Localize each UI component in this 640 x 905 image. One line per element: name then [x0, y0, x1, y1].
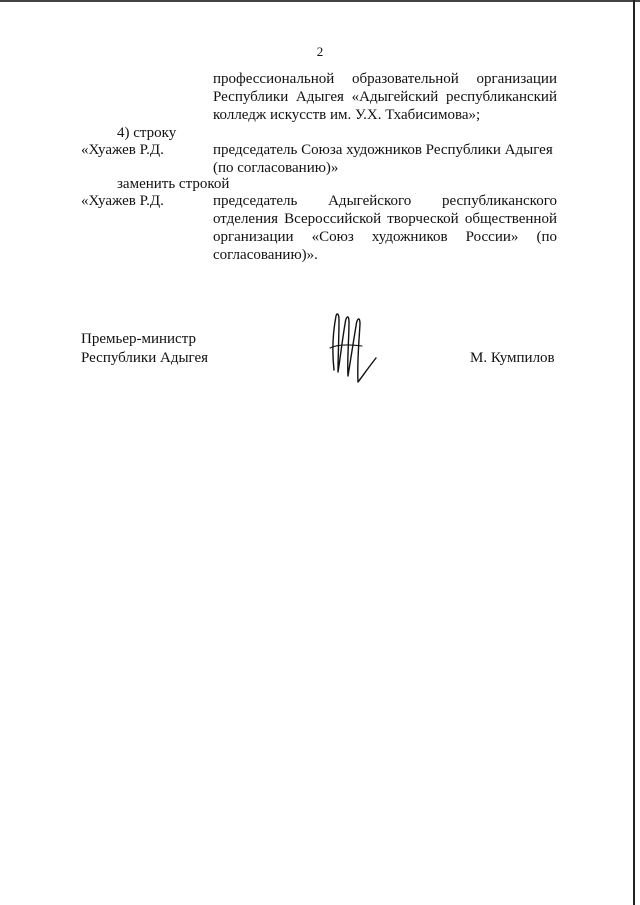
signer-name: М. Кумпилов	[470, 350, 555, 366]
signer-title-line: Премьер-министр	[81, 331, 196, 347]
replace-label: заменить строкой	[117, 176, 230, 192]
new-entry-name: «Хуажев Р.Д.	[81, 193, 164, 209]
old-entry-description	[213, 141, 557, 177]
old-entry-line: (по согласованию)»	[213, 160, 339, 176]
old-entry-line: председатель Союза художников Республики Адыгея	[213, 142, 553, 158]
item-4-label: 4) строку	[117, 125, 177, 141]
continuation-paragraph	[213, 70, 557, 124]
scan-top-edge	[0, 0, 640, 2]
page-number: 2	[316, 44, 324, 59]
scan-right-edge	[633, 0, 635, 905]
old-entry-name: «Хуажев Р.Д.	[81, 142, 164, 158]
handwritten-signature	[322, 302, 386, 394]
new-entry-line: согласованию)».	[213, 247, 318, 263]
new-entry-line: отделения Всероссийской творческой общественной	[213, 211, 557, 227]
continuation-line: профессиональной образовательной организации	[213, 71, 557, 87]
signer-title	[81, 330, 208, 368]
new-entry-description	[213, 192, 557, 264]
new-entry-line: председатель Адыгейского республиканского	[213, 193, 557, 209]
continuation-line: колледж искусств им. У.Х. Тхабисимова»;	[213, 107, 481, 123]
new-entry-line: организации «Союз художников России» (по	[213, 229, 557, 245]
continuation-line: Республики Адыгея «Адыгейский республиканский	[213, 89, 557, 105]
signer-title-line: Республики Адыгея	[81, 350, 209, 366]
